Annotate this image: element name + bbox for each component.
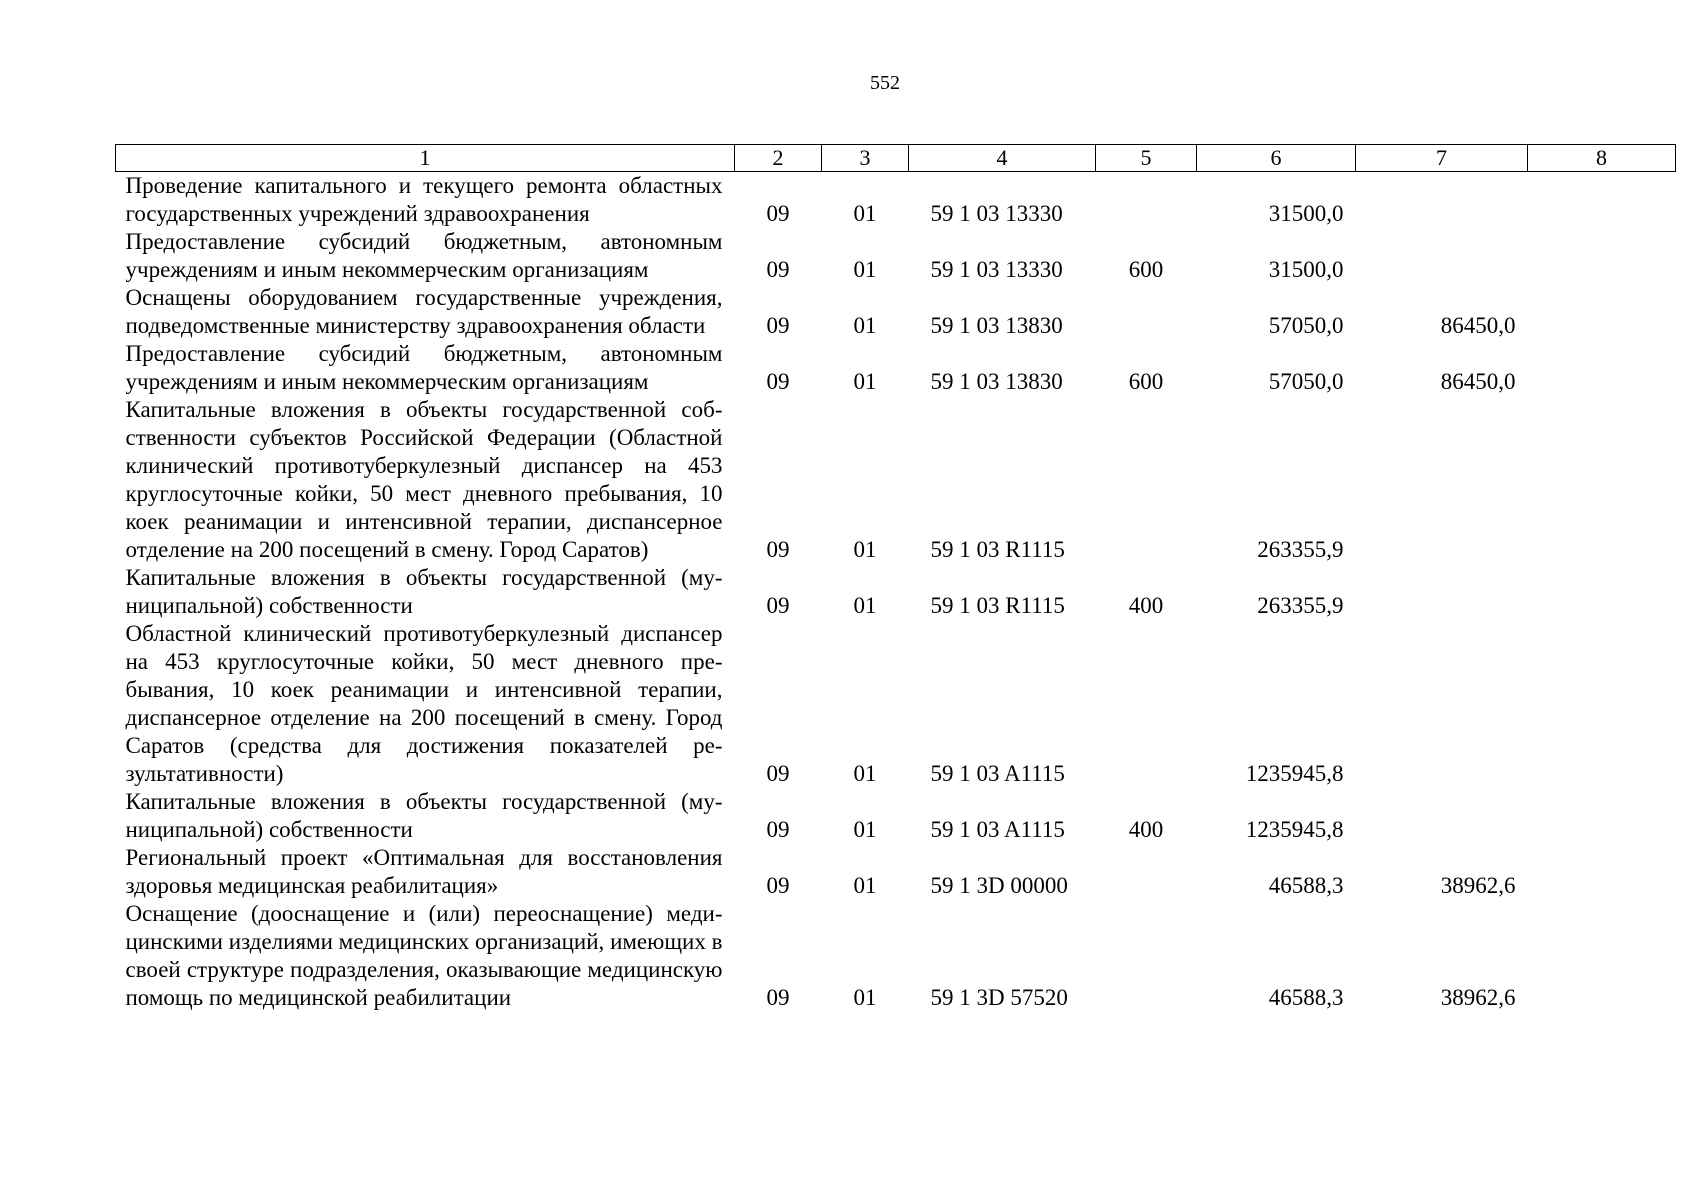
- header-col-1: 1: [116, 145, 735, 172]
- row-expense-type: 400: [1128, 817, 1164, 842]
- header-col-5: 5: [1096, 145, 1197, 172]
- row-description: Капитальные вложения в объекты государственной (муниципальной) собственности: [125, 789, 723, 842]
- table-row: [116, 900, 1676, 1012]
- row-amount-col7: 38962,6: [1440, 873, 1516, 898]
- row-amount-col7: [1356, 620, 1528, 788]
- row-target-code: 59 1 03 13830: [930, 369, 1063, 394]
- table-row: [116, 340, 1676, 396]
- row-amount-col7: [1356, 228, 1528, 284]
- row-description: Капитальные вложения в объекты государственной (муниципальной) собственности: [125, 565, 723, 618]
- header-col-7: 7: [1356, 145, 1528, 172]
- row-section: 09: [766, 257, 790, 282]
- row-amount-col8: [1528, 172, 1676, 229]
- table-header: [116, 145, 1676, 172]
- row-target-code: 59 1 03 13330: [930, 201, 1063, 226]
- header-col-4: 4: [909, 145, 1096, 172]
- row-amount-col6: 1235945,8: [1245, 817, 1344, 842]
- row-subsection: 01: [853, 873, 877, 898]
- row-section: 09: [766, 201, 790, 226]
- row-expense-type: [1096, 620, 1197, 788]
- table-row: [116, 564, 1676, 620]
- row-subsection: 01: [853, 985, 877, 1010]
- row-amount-col8: [1528, 844, 1676, 900]
- row-subsection: 01: [853, 201, 877, 226]
- row-section: 09: [766, 761, 790, 786]
- row-amount-col6: 46588,3: [1268, 873, 1344, 898]
- row-target-code: 59 1 03 13330: [930, 257, 1063, 282]
- row-subsection: 01: [853, 369, 877, 394]
- table-row: [116, 844, 1676, 900]
- row-amount-col7: [1356, 172, 1528, 229]
- row-amount-col6: 57050,0: [1268, 369, 1344, 394]
- row-amount-col7: [1356, 788, 1528, 844]
- row-amount-col7: 86450,0: [1440, 369, 1516, 394]
- row-target-code: 59 1 03 A1115: [930, 761, 1065, 786]
- row-description: Предоставление субсидий бюджетным, автономным учреждениям и иным некоммерческим организациям: [125, 229, 723, 282]
- page-number: 552: [870, 72, 900, 94]
- row-expense-type: 400: [1128, 593, 1164, 618]
- row-subsection: 01: [853, 313, 877, 338]
- row-target-code: 59 1 3D 00000: [930, 873, 1068, 898]
- row-target-code: 59 1 03 A1115: [930, 817, 1065, 842]
- row-subsection: 01: [853, 537, 877, 562]
- row-amount-col6: 31500,0: [1268, 257, 1344, 282]
- header-col-3: 3: [822, 145, 909, 172]
- row-description: Проведение капитального и текущего ремонта областных государственных учреждений здравоохранения: [125, 173, 723, 226]
- row-description: Капитальные вложения в объекты государственной собственности субъектов Российской Федерации (Областной клинический противотуберкулезный диспансер на 453 круглосуточные койки, 50 мест дневного пребывания, 10 коек реанимации и интенсивной терапии, диспансерное отделение на 200 посещений в смену. Город Саратов): [125, 397, 723, 562]
- row-description: Предоставление субсидий бюджетным, автономным учреждениям и иным некоммерческим организациям: [125, 341, 723, 394]
- budget-table: [115, 144, 1676, 1012]
- row-amount-col6: 1235945,8: [1245, 761, 1344, 786]
- row-amount-col6: 57050,0: [1268, 313, 1344, 338]
- row-section: 09: [766, 537, 790, 562]
- header-row: [116, 145, 1676, 172]
- row-expense-type: [1096, 844, 1197, 900]
- row-subsection: 01: [853, 257, 877, 282]
- table-row: [116, 284, 1676, 340]
- row-amount-col8: [1528, 340, 1676, 396]
- table-body: [116, 172, 1676, 1013]
- row-section: 09: [766, 873, 790, 898]
- row-subsection: 01: [853, 761, 877, 786]
- table-row: [116, 788, 1676, 844]
- row-expense-type: [1096, 172, 1197, 229]
- row-expense-type: [1096, 396, 1197, 564]
- table-row: [116, 172, 1676, 229]
- table-row: [116, 620, 1676, 788]
- row-amount-col7: [1356, 396, 1528, 564]
- row-expense-type: [1096, 284, 1197, 340]
- header-col-2: 2: [735, 145, 822, 172]
- row-description: Оснащение (дооснащение и (или) переоснащение) медицинскими изделиями медицинских организаций, имеющих в своей структуре подразделения, оказывающие медицинскую помощь по медицинской реабилитации: [125, 901, 723, 1010]
- header-col-8: 8: [1528, 145, 1676, 172]
- row-amount-col8: [1528, 788, 1676, 844]
- row-subsection: 01: [853, 817, 877, 842]
- row-amount-col7: 86450,0: [1440, 313, 1516, 338]
- row-amount-col8: [1528, 564, 1676, 620]
- row-expense-type: 600: [1128, 257, 1164, 282]
- row-section: 09: [766, 593, 790, 618]
- row-amount-col7: [1356, 564, 1528, 620]
- row-description: Региональный проект «Оптимальная для восстановления здоровья медицинская реабилитация»: [125, 845, 723, 898]
- row-description: Областной клинический противотуберкулезный диспансер на 453 круглосуточные койки, 50 мест дневного пребывания, 10 коек реанимации и интенсивной терапии, диспансерное отделение на 200 посещений в смену. Город Саратов (средства для достижения показателей результативности): [125, 621, 723, 786]
- row-target-code: 59 1 3D 57520: [930, 985, 1068, 1010]
- row-section: 09: [766, 985, 790, 1010]
- row-target-code: 59 1 03 13830: [930, 313, 1063, 338]
- row-description: Оснащены оборудованием государственные учреждения, подведомственные министерству здравоохранения области: [125, 285, 723, 338]
- row-amount-col8: [1528, 228, 1676, 284]
- row-expense-type: [1096, 900, 1197, 1012]
- row-amount-col6: 31500,0: [1268, 201, 1344, 226]
- row-amount-col8: [1528, 396, 1676, 564]
- header-col-6: 6: [1197, 145, 1356, 172]
- row-expense-type: 600: [1128, 369, 1164, 394]
- row-subsection: 01: [853, 593, 877, 618]
- row-amount-col8: [1528, 284, 1676, 340]
- row-amount-col8: [1528, 900, 1676, 1012]
- row-section: 09: [766, 369, 790, 394]
- row-target-code: 59 1 03 R1115: [930, 593, 1065, 618]
- row-amount-col6: 263355,9: [1257, 593, 1344, 618]
- row-section: 09: [766, 817, 790, 842]
- table-row: [116, 228, 1676, 284]
- row-target-code: 59 1 03 R1115: [930, 537, 1065, 562]
- table-row: [116, 396, 1676, 564]
- row-amount-col8: [1528, 620, 1676, 788]
- row-amount-col6: 46588,3: [1268, 985, 1344, 1010]
- row-amount-col6: 263355,9: [1257, 537, 1344, 562]
- row-amount-col7: 38962,6: [1440, 985, 1516, 1010]
- row-section: 09: [766, 313, 790, 338]
